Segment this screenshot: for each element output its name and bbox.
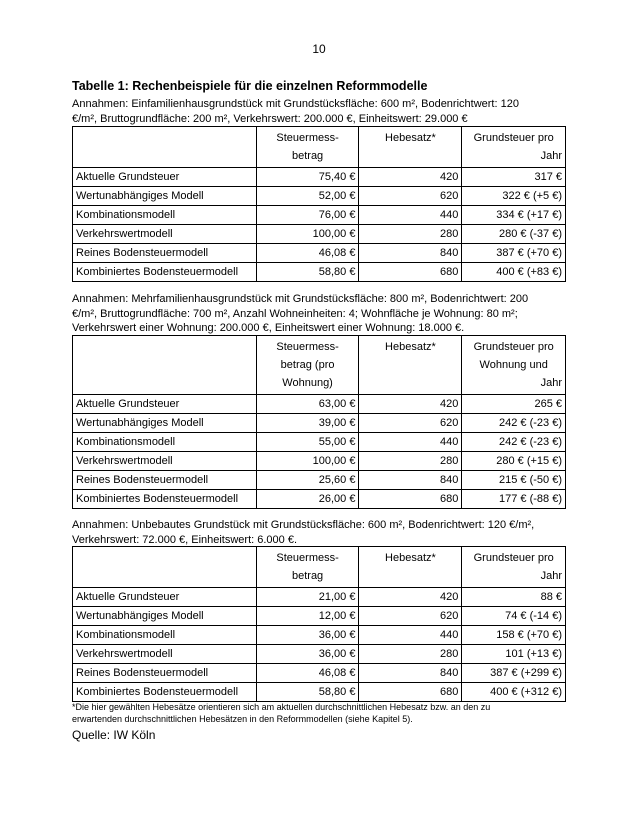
row-base: 12,00 € — [256, 607, 359, 626]
table-header — [73, 336, 566, 395]
row-tax: 88 € — [462, 588, 566, 607]
row-rate: 680 — [359, 490, 462, 509]
row-base: 75,40 € — [256, 168, 359, 187]
row-base: 36,00 € — [256, 645, 359, 664]
table-3 — [72, 546, 566, 702]
table-header — [73, 547, 566, 588]
row-rate: 680 — [359, 683, 462, 702]
row-rate: 280 — [359, 452, 462, 471]
row-tax: 322 € (+5 €) — [462, 187, 566, 206]
row-tax: 215 € (-50 €) — [462, 471, 566, 490]
row-base: 52,00 € — [256, 187, 359, 206]
row-name: Reines Bodensteuermodell — [73, 244, 257, 263]
assumptions-line: Annahmen: Mehrfamilienhausgrundstück mit Grundstücksfläche: 800 m², Bodenrichtwert: 200 — [72, 293, 529, 305]
row-rate: 620 — [359, 414, 462, 433]
row-name: Wertunabhängiges Modell — [73, 187, 257, 206]
footnote — [72, 701, 567, 725]
row-name: Kombiniertes Bodensteuermodell — [73, 683, 257, 702]
row-name: Verkehrswertmodell — [73, 225, 257, 244]
footnote-line: *Die hier gewählten Hebesätze orientieren sich am aktuellen durchschnittlichen Hebesatz bzw. an den zu — [72, 702, 491, 712]
row-tax: 317 € — [462, 168, 566, 187]
table-row — [73, 187, 566, 206]
row-rate: 420 — [359, 395, 462, 414]
table-row — [73, 244, 566, 263]
row-rate: 620 — [359, 187, 462, 206]
row-name: Kombiniertes Bodensteuermodell — [73, 490, 257, 509]
row-tax: 280 € (-37 €) — [462, 225, 566, 244]
row-tax: 387 € (+70 €) — [462, 244, 566, 263]
header-tax: Grundsteuer pro Jahr — [462, 547, 566, 588]
header-base: Steuermess- betrag (pro Wohnung) — [256, 336, 359, 395]
header-rate: Hebesatz* — [359, 547, 462, 588]
row-base: 76,00 € — [256, 206, 359, 225]
table-row — [73, 626, 566, 645]
table-row — [73, 683, 566, 702]
row-rate: 840 — [359, 244, 462, 263]
table-row — [73, 588, 566, 607]
row-rate: 840 — [359, 471, 462, 490]
row-base: 100,00 € — [256, 225, 359, 244]
row-rate: 420 — [359, 588, 462, 607]
assumptions-line: Verkehrswert: 72.000 €, Einheitswert: 6.000 €. — [72, 533, 298, 546]
footnote-line: erwartenden durchschnittlichen Hebesätzen in den Reformmodellen (siehe Kapitel 5). — [72, 714, 413, 724]
assumptions-line: €/m², Bruttogrundfläche: 700 m², Anzahl Wohneinheiten: 4; Wohnfläche je Wohnung: 80 m²; — [72, 307, 518, 320]
source-note: Quelle: IW Köln — [72, 728, 156, 742]
row-base: 58,80 € — [256, 683, 359, 702]
header-base: Steuermess- betrag — [256, 127, 359, 168]
row-name: Aktuelle Grundsteuer — [73, 168, 257, 187]
row-base: 100,00 € — [256, 452, 359, 471]
table-row — [73, 452, 566, 471]
row-base: 39,00 € — [256, 414, 359, 433]
row-rate: 620 — [359, 607, 462, 626]
table-row — [73, 168, 566, 187]
row-tax: 280 € (+15 €) — [462, 452, 566, 471]
table-row — [73, 664, 566, 683]
header-base: Steuermess- betrag — [256, 547, 359, 588]
row-tax: 158 € (+70 €) — [462, 626, 566, 645]
table-header — [73, 127, 566, 168]
table-row — [73, 490, 566, 509]
assumptions-line: Annahmen: Unbebautes Grundstück mit Grundstücksfläche: 600 m², Bodenrichtwert: 120 €/m², — [72, 519, 535, 531]
table-row — [73, 395, 566, 414]
row-base: 36,00 € — [256, 626, 359, 645]
table-2 — [72, 335, 566, 509]
row-tax: 400 € (+312 €) — [462, 683, 566, 702]
row-name: Reines Bodensteuermodell — [73, 471, 257, 490]
row-base: 21,00 € — [256, 588, 359, 607]
table-title: Tabelle 1: Rechenbeispiele für die einzelnen Reformmodelle — [72, 79, 428, 93]
row-tax: 101 (+13 €) — [462, 645, 566, 664]
header-tax: Grundsteuer pro Jahr — [462, 127, 566, 168]
row-name: Kombinationsmodell — [73, 206, 257, 225]
row-name: Reines Bodensteuermodell — [73, 664, 257, 683]
row-rate: 280 — [359, 225, 462, 244]
header-tax: Grundsteuer pro Wohnung und Jahr — [462, 336, 566, 395]
row-name: Kombiniertes Bodensteuermodell — [73, 263, 257, 282]
row-tax: 177 € (-88 €) — [462, 490, 566, 509]
row-tax: 400 € (+83 €) — [462, 263, 566, 282]
table-row — [73, 263, 566, 282]
row-name: Wertunabhängiges Modell — [73, 607, 257, 626]
row-tax: 387 € (+299 €) — [462, 664, 566, 683]
row-base: 46,08 € — [256, 664, 359, 683]
row-base: 63,00 € — [256, 395, 359, 414]
row-tax: 74 € (-14 €) — [462, 607, 566, 626]
row-rate: 280 — [359, 645, 462, 664]
row-tax: 242 € (-23 €) — [462, 414, 566, 433]
row-name: Kombinationsmodell — [73, 626, 257, 645]
row-base: 55,00 € — [256, 433, 359, 452]
row-name: Aktuelle Grundsteuer — [73, 588, 257, 607]
assumptions-1 — [72, 97, 572, 126]
row-rate: 440 — [359, 433, 462, 452]
row-name: Kombinationsmodell — [73, 433, 257, 452]
row-name: Verkehrswertmodell — [73, 645, 257, 664]
row-base: 46,08 € — [256, 244, 359, 263]
row-base: 58,80 € — [256, 263, 359, 282]
row-base: 25,60 € — [256, 471, 359, 490]
row-base: 26,00 € — [256, 490, 359, 509]
table-row — [73, 206, 566, 225]
header-rate: Hebesatz* — [359, 127, 462, 168]
table-row — [73, 414, 566, 433]
header-empty — [73, 547, 257, 588]
table-1 — [72, 126, 566, 282]
row-rate: 420 — [359, 168, 462, 187]
row-name: Aktuelle Grundsteuer — [73, 395, 257, 414]
assumptions-3 — [72, 518, 572, 547]
row-rate: 440 — [359, 626, 462, 645]
assumptions-2 — [72, 292, 572, 336]
assumptions-line: Annahmen: Einfamilienhausgrundstück mit Grundstücksfläche: 600 m², Bodenrichtwert: 120 — [72, 98, 519, 110]
row-tax: 265 € — [462, 395, 566, 414]
header-empty — [73, 336, 257, 395]
assumptions-line: Verkehrswert einer Wohnung: 200.000 €, Einheitswert einer Wohnung: 18.000 €. — [72, 322, 465, 334]
table-row — [73, 471, 566, 490]
row-tax: 334 € (+17 €) — [462, 206, 566, 225]
table-row — [73, 225, 566, 244]
table-row — [73, 433, 566, 452]
header-empty — [73, 127, 257, 168]
row-name: Wertunabhängiges Modell — [73, 414, 257, 433]
header-rate: Hebesatz* — [359, 336, 462, 395]
row-tax: 242 € (-23 €) — [462, 433, 566, 452]
assumptions-line: €/m², Bruttogrundfläche: 200 m², Verkehrswert: 200.000 €, Einheitswert: 29.000 € — [72, 112, 468, 125]
table-row — [73, 645, 566, 664]
row-rate: 680 — [359, 263, 462, 282]
row-rate: 840 — [359, 664, 462, 683]
row-name: Verkehrswertmodell — [73, 452, 257, 471]
page-number: 10 — [312, 42, 326, 56]
row-rate: 440 — [359, 206, 462, 225]
table-row — [73, 607, 566, 626]
